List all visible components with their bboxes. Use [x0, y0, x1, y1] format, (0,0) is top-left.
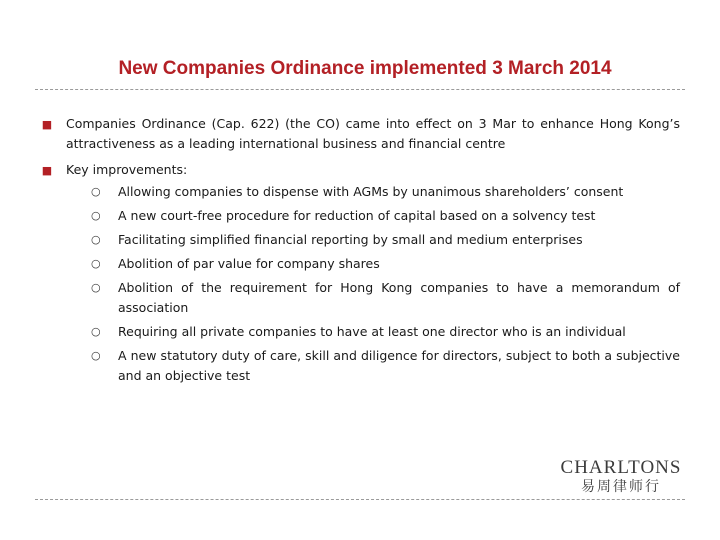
square-bullet-icon: ■ [41, 118, 53, 131]
sub-item [66, 322, 680, 342]
bullet-text: Key improvements: [66, 162, 188, 177]
bullet-item [40, 160, 680, 386]
logo-name-en: CHARLTONS [560, 457, 682, 478]
logo-name-zh: 易周律师行 [581, 479, 661, 495]
circle-bullet-icon: ○ [91, 185, 101, 198]
sub-item-text: A new court-free procedure for reduction of capital based on a solvency test [118, 208, 596, 223]
sub-item [66, 230, 680, 250]
sub-list [66, 182, 680, 386]
sub-item [66, 346, 680, 386]
circle-bullet-icon: ○ [91, 281, 101, 294]
sub-item-text: A new statutory duty of care, skill and diligence for directors, subject to both a subjective and an objective test [118, 348, 680, 383]
sub-item-text: Abolition of par value for company shares [118, 256, 380, 271]
sub-item [66, 206, 680, 226]
bottom-divider [35, 499, 685, 500]
bullet-text: Companies Ordinance (Cap. 622) (the CO) came into effect on 3 Mar to enhance Hong Kong’s attractiveness as a leading international business and financial centre [66, 116, 680, 151]
bullet-item [40, 114, 680, 154]
circle-bullet-icon: ○ [91, 325, 101, 338]
circle-bullet-icon: ○ [91, 209, 101, 222]
slide-title: New Companies Ordinance implemented 3 March 2014 [118, 58, 612, 79]
sub-item [66, 278, 680, 318]
top-divider [35, 89, 685, 90]
sub-item-text: Abolition of the requirement for Hong Kong companies to have a memorandum of association [118, 280, 680, 315]
circle-bullet-icon: ○ [91, 257, 101, 270]
sub-item [66, 182, 680, 202]
circle-bullet-icon: ○ [91, 349, 101, 362]
sub-item-text: Requiring all private companies to have at least one director who is an individual [118, 324, 626, 339]
square-bullet-icon: ■ [41, 164, 53, 177]
slide-body [40, 114, 680, 392]
sub-item-text: Allowing companies to dispense with AGMs by unanimous shareholders’ consent [118, 184, 624, 199]
charltons-logo [560, 458, 682, 496]
circle-bullet-icon: ○ [91, 233, 101, 246]
sub-item-text: Facilitating simplified financial reporting by small and medium enterprises [118, 232, 583, 247]
sub-item [66, 254, 680, 274]
